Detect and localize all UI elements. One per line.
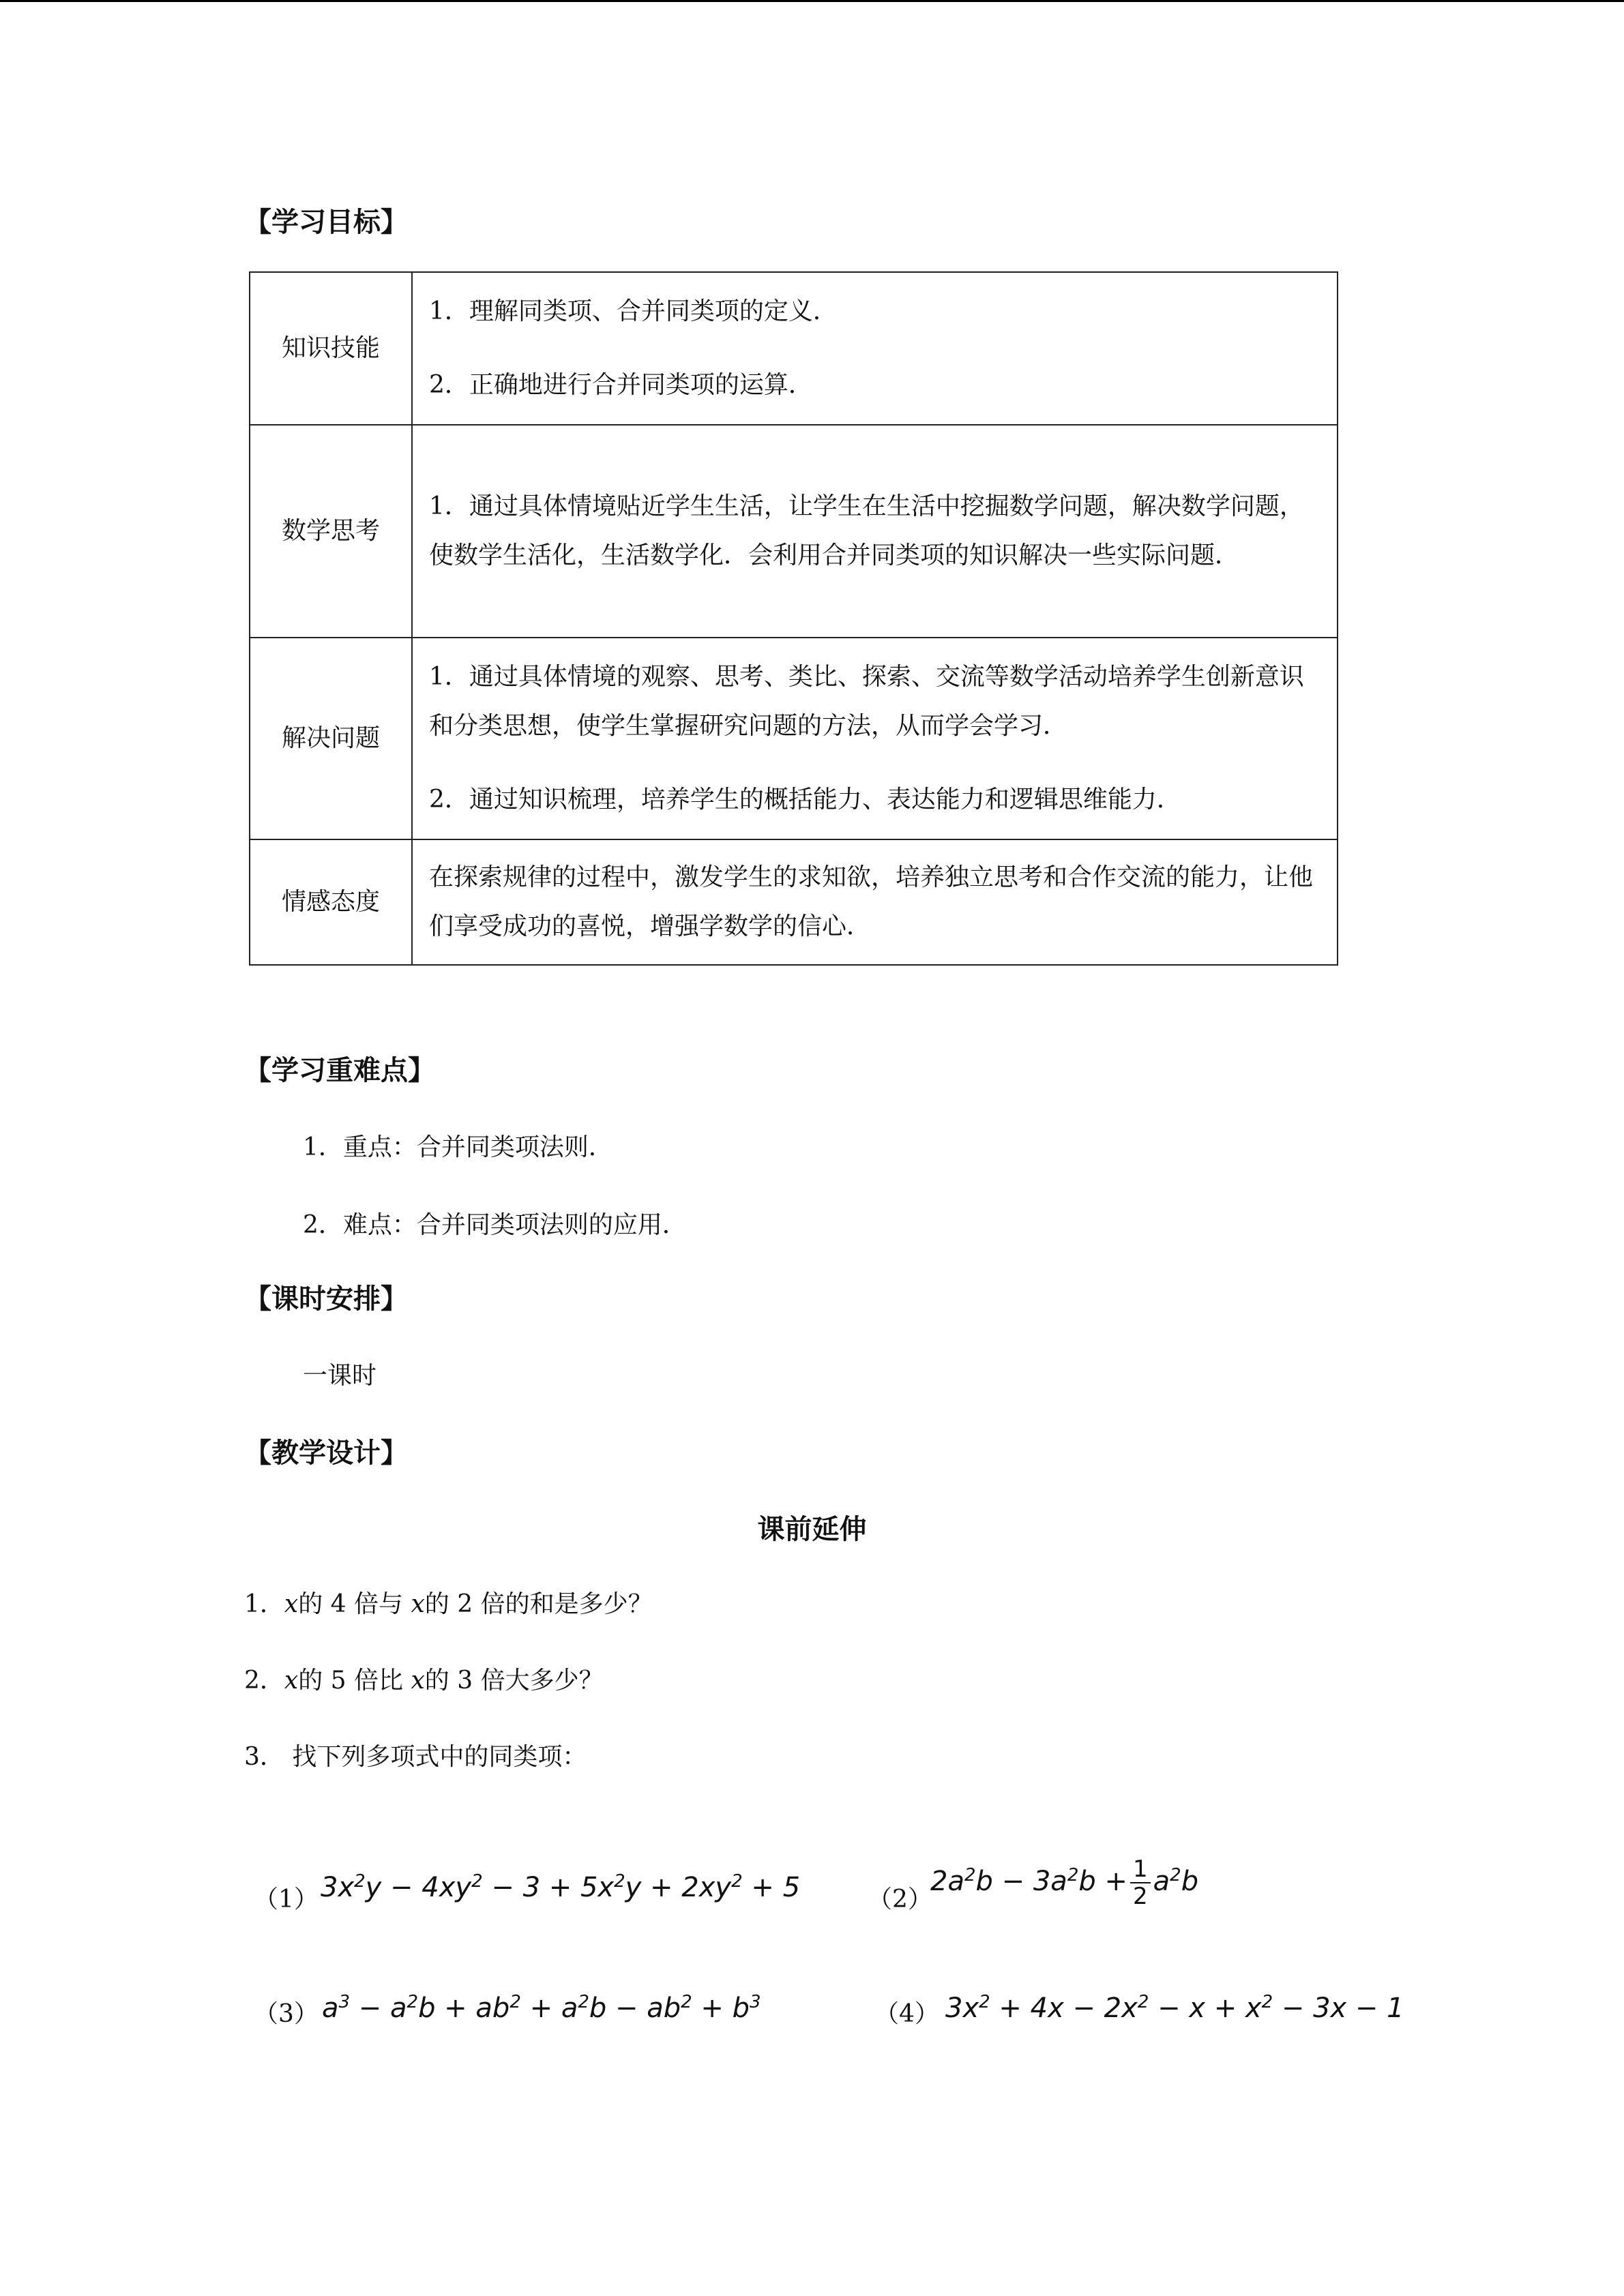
row-content xyxy=(412,272,1338,425)
exponent: 2 xyxy=(964,1865,976,1885)
formula-part: − 3x − 1 xyxy=(1273,1993,1404,2024)
learning-goals-table xyxy=(249,271,1338,966)
formula-part: b − 3a xyxy=(975,1866,1067,1897)
content-line: 1．通过具体情境的观察、思考、类比、探索、交流等数学活动培养学生创新意识和分类思想，使学生掌握研究问题的方法，从而学会学习． xyxy=(429,663,1304,740)
table-row xyxy=(250,638,1338,839)
heading-schedule: 【课时安排】 xyxy=(244,1283,408,1315)
question-text: 的 4 倍与 xyxy=(298,1590,411,1618)
exponent: 2 xyxy=(354,1871,366,1892)
heading-key-points: 【学习重难点】 xyxy=(244,1055,435,1086)
item-label-3: （3） xyxy=(254,2000,319,2028)
item-label-1: （1） xyxy=(254,1885,319,1913)
formula-part: 3x xyxy=(321,1872,355,1903)
formula-part: y + 2xy xyxy=(625,1872,732,1903)
heading-learning-goals: 【学习目标】 xyxy=(244,207,408,238)
formula-part: − 3 + 5x xyxy=(482,1872,615,1903)
question-3: 3． 找下列多项式中的同类项： xyxy=(244,1743,587,1771)
row-label: 解决问题 xyxy=(250,638,412,839)
content-line: 2．通过知识梳理，培养学生的概括能力、表达能力和逻辑思维能力． xyxy=(429,786,1181,814)
row-label: 知识技能 xyxy=(250,272,412,425)
question-text: 的 3 倍大多少？ xyxy=(424,1667,604,1695)
content-line: 在探索规律的过程中，激发学生的求知欲，培养独立思考和合作交流的能力，让他们享受成功的喜悦，增强学数学的信心． xyxy=(429,863,1314,940)
row-label: 数学思考 xyxy=(250,425,412,638)
content-line: 2．正确地进行合并同类项的运算． xyxy=(429,371,813,399)
exponent: 3 xyxy=(750,1992,761,2012)
formula-part: − x + x xyxy=(1149,1993,1262,2024)
question-number: 2． xyxy=(244,1667,284,1695)
exponent: 2 xyxy=(1137,1992,1149,2012)
row-content xyxy=(412,839,1338,965)
variable: x xyxy=(284,1667,299,1695)
question-2 xyxy=(244,1665,604,1697)
formula-4 xyxy=(945,1986,1404,2025)
question-number: 1． xyxy=(244,1590,284,1618)
exponent: 3 xyxy=(338,1992,351,2012)
formula-part: b + ab xyxy=(418,1993,510,2024)
formula-part: 2a xyxy=(930,1866,964,1897)
row-content xyxy=(412,638,1338,839)
content-line: 1．通过具体情境贴近学生生活，让学生在生活中挖掘数学问题，解决数学问题，使数学生活化，生活数学化．会利用合并同类项的知识解决一些实际问题． xyxy=(429,492,1304,569)
variable: x xyxy=(284,1590,299,1618)
table-row xyxy=(250,839,1338,965)
formula-part: y − 4xy xyxy=(365,1872,472,1903)
formula-part: + a xyxy=(520,1993,578,2024)
exponent: 2 xyxy=(471,1871,483,1892)
exponent: 2 xyxy=(407,1992,419,2012)
exponent: 2 xyxy=(979,1992,990,2012)
formula-part: + 4x − 2x xyxy=(990,1993,1138,2024)
page-top-border xyxy=(0,0,1624,2)
exponent: 2 xyxy=(1170,1865,1181,1885)
variable: x xyxy=(411,1667,425,1695)
key-point-difficulty: 2．难点：合并同类项法则的应用． xyxy=(303,1211,687,1239)
exponent: 2 xyxy=(1067,1865,1079,1885)
row-content xyxy=(412,425,1338,638)
table-row xyxy=(250,272,1338,425)
question-text: 的 2 倍的和是多少？ xyxy=(424,1590,653,1618)
formula-part: + b xyxy=(692,1993,750,2024)
question-text: 的 5 倍比 xyxy=(298,1667,411,1695)
formula-part: − a xyxy=(350,1993,407,2024)
item-label-4: （4） xyxy=(874,2000,939,2028)
formula-part: b + xyxy=(1078,1866,1127,1897)
variable: x xyxy=(411,1590,425,1618)
row-label: 情感态度 xyxy=(250,839,412,965)
formula-part: a xyxy=(1153,1866,1170,1897)
exponent: 2 xyxy=(510,1992,521,2012)
item-label-2: （2） xyxy=(868,1885,932,1913)
content-line: 1．理解同类项、合并同类项的定义． xyxy=(429,297,838,325)
exponent: 2 xyxy=(731,1871,743,1892)
table-row xyxy=(250,425,1338,638)
formula-2 xyxy=(930,1843,1198,1914)
formula-1 xyxy=(321,1865,800,1904)
formula-part: + 5 xyxy=(742,1872,801,1903)
fraction-numerator: 1 xyxy=(1130,1856,1151,1883)
formula-part: a xyxy=(322,1993,339,2024)
section-title: 课前延伸 xyxy=(757,1514,867,1545)
exponent: 2 xyxy=(681,1992,692,2012)
exponent: 2 xyxy=(578,1992,589,2012)
schedule-text: 一课时 xyxy=(303,1362,377,1390)
question-1 xyxy=(244,1588,653,1621)
formula-3 xyxy=(322,1986,761,2025)
fraction xyxy=(1130,1856,1151,1909)
formula-part: b − ab xyxy=(589,1993,681,2024)
exponent: 2 xyxy=(614,1871,625,1892)
formula-part: b xyxy=(1181,1866,1199,1897)
exponent: 2 xyxy=(1261,1992,1273,2012)
key-point-focus: 1．重点：合并同类项法则． xyxy=(303,1133,613,1161)
fraction-denominator: 2 xyxy=(1132,1883,1148,1910)
heading-teaching-design: 【教学设计】 xyxy=(244,1437,408,1469)
formula-part: 3x xyxy=(945,1993,979,2024)
